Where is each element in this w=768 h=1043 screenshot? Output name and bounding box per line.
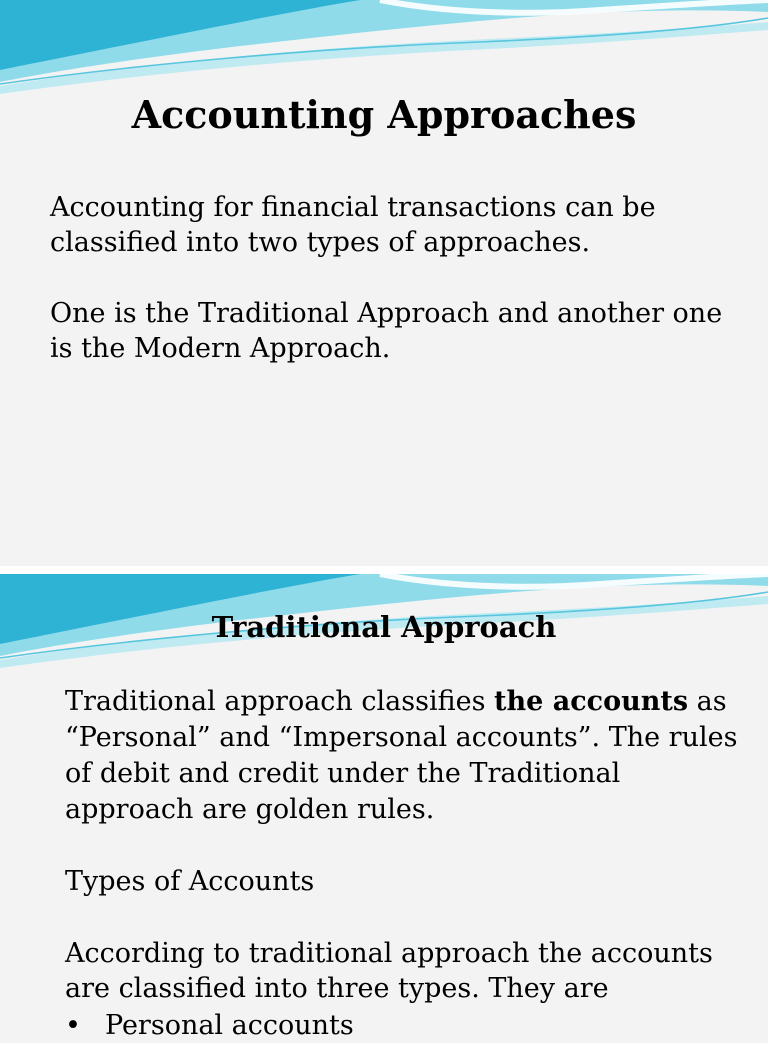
- account-types-list: [65, 1008, 354, 1043]
- approaches-paragraph: One is the Traditional Approach and another one is the Modern Approach.: [50, 298, 723, 364]
- types-heading: Types of Accounts: [65, 866, 315, 897]
- traditional-approach-paragraph: [65, 684, 755, 828]
- slide-title: Accounting Approaches: [131, 92, 637, 137]
- bold-phrase: the accounts: [494, 686, 689, 717]
- list-item: • Personal accounts: [65, 1008, 354, 1043]
- paragraph-text: as “Personal” and “Impersonal accounts”. The rules of debit and credit under the Traditional approach are golden rules.: [65, 686, 738, 825]
- classification-paragraph: According to traditional approach the accounts are classified into three types. They are: [65, 938, 713, 1004]
- slide-2: [0, 574, 768, 1041]
- slide-title: Traditional Approach: [211, 610, 557, 644]
- intro-paragraph: Accounting for financial transactions can be classified into two types of approaches.: [50, 192, 656, 258]
- decorative-wave-header: [0, 0, 768, 100]
- paragraph-text: Traditional approach classifies: [65, 686, 495, 717]
